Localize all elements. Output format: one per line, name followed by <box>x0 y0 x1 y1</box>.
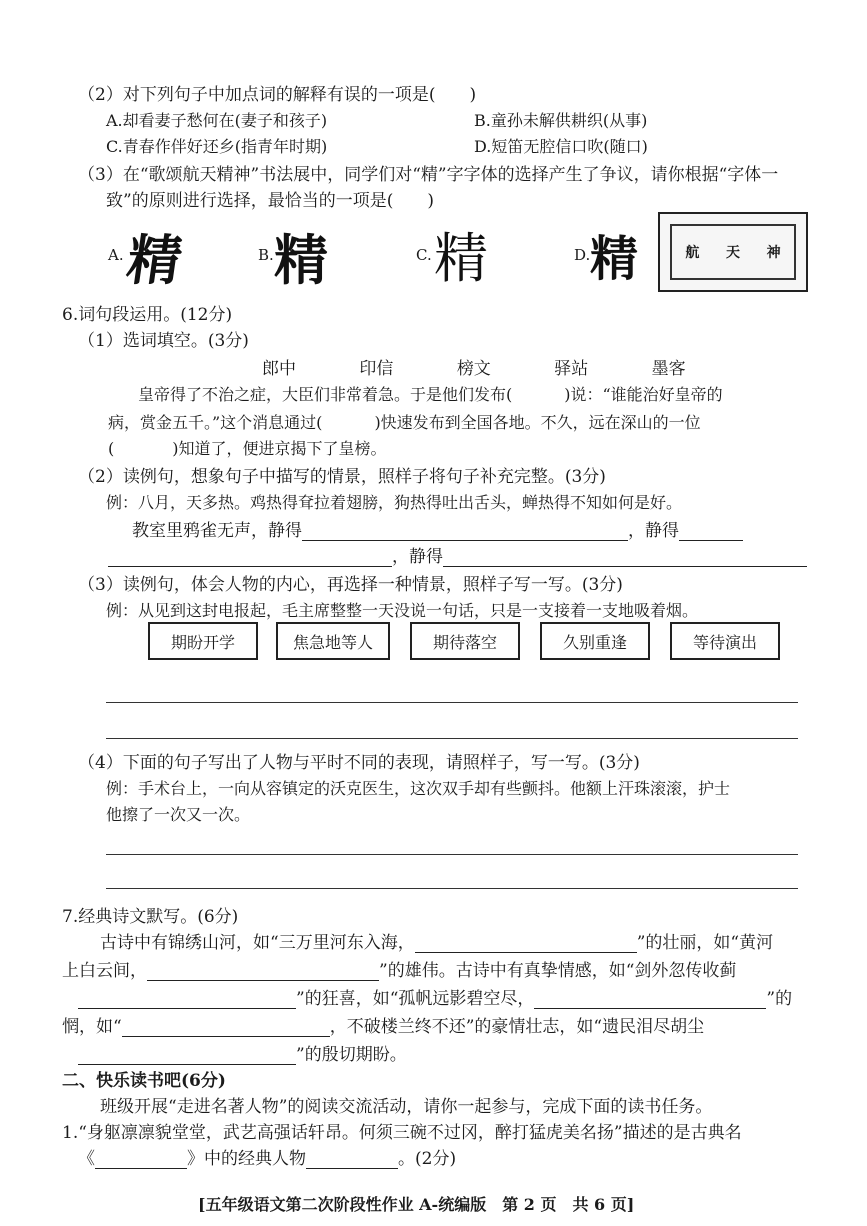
answer-blank[interactable] <box>534 990 766 1009</box>
answer-blank[interactable] <box>443 548 807 567</box>
q6-sub3-example: 例：从见到这封电报起，毛主席整整一天没说一句话，只是一支接着一支地吸着烟。 <box>106 601 699 620</box>
q6-sub1-line3: ( )知道了，便进京揭下了皇榜。 <box>108 439 387 458</box>
q6-sub4-title: （4）下面的句子写出了人物与平时不同的表现，请照样子，写一写。(3分) <box>78 753 640 773</box>
q6-sub2-fill2: ，静得 <box>108 542 807 567</box>
q6-sub4-example-line2: 他擦了一次又一次。 <box>106 805 251 824</box>
section2-intro: 班级开展“走进名著人物”的阅读交流活动，请你一起参与，完成下面的读书任务。 <box>100 1097 713 1117</box>
scenario-box[interactable]: 期待落空 <box>410 622 520 660</box>
answer-line[interactable] <box>106 738 798 739</box>
q7-title: 7.经典诗文默写。(6分) <box>62 907 239 927</box>
scroll-char-1: 航 <box>685 245 700 261</box>
word-bank <box>262 354 686 379</box>
q6-sub1-line2: 病，赏金五千。”这个消息通过( )快速发布到全国各地。不久，远在深山的一位 <box>108 413 701 432</box>
q5-sub3-line2: 致”的原则进行选择，最恰当的一项是( ) <box>106 191 434 211</box>
char-option-b-label: B. <box>258 246 274 264</box>
q7-line5: ”的殷切期盼。 <box>78 1040 407 1065</box>
answer-blank[interactable] <box>415 934 637 953</box>
answer-line[interactable] <box>106 888 798 889</box>
q6-sub4-example-line1: 例：手术台上，一向从容镇定的沃克医生，这次双手却有些颤抖。他额上汗珠滚滚，护士 <box>106 779 731 798</box>
char-option-d-label: D. <box>574 246 591 264</box>
option-c: C.青春作伴好还乡(指青年时期) <box>106 137 328 156</box>
q6-sub2-title: （2）读例句，想象句子中描写的情景，照样子将句子补充完整。(3分) <box>78 467 606 487</box>
q6-sub3-title: （3）读例句，体会人物的内心，再选择一种情景，照样子写一写。(3分) <box>78 575 623 595</box>
answer-blank[interactable] <box>108 548 392 567</box>
answer-blank[interactable] <box>95 1150 187 1169</box>
answer-blank[interactable] <box>78 1046 296 1065</box>
answer-blank[interactable] <box>679 522 743 541</box>
q5-sub2-question: （2）对下列句子中加点词的解释有误的一项是( ) <box>78 85 477 105</box>
page-footer: [五年级语文第二次阶段性作业 A-统编版 第 2 页 共 6 页] <box>198 1195 635 1214</box>
sec2-q1-line1: 1.“身躯凛凛貌堂堂，武艺高强话轩昂。何须三碗不过冈，醉打猛虎美名扬”描述的是古典名 <box>62 1123 742 1143</box>
char-option-c-label: C. <box>416 246 432 264</box>
q7-line4: 惘，如“ ，不破楼兰终不还”的豪情壮志，如“遗民泪尽胡尘 <box>62 1017 705 1037</box>
word-bank-item: 印信 <box>359 359 394 379</box>
answer-blank[interactable] <box>122 1018 330 1037</box>
option-d: D.短笛无腔信口吹(随口) <box>474 137 648 156</box>
scenario-box[interactable]: 焦急地等人 <box>276 622 390 660</box>
word-bank-item: 郎中 <box>262 359 296 379</box>
answer-line[interactable] <box>106 854 798 855</box>
q6-sub1-title: （1）选词填空。(3分) <box>78 331 249 351</box>
option-a: A.却看妻子愁何在(妻子和孩子) <box>106 111 328 130</box>
calligraphy-scroll-image <box>658 212 808 292</box>
answer-line[interactable] <box>106 702 798 703</box>
char-option-d: 精 <box>590 231 639 287</box>
q6-sub2-fill1: 教室里鸦雀无声，静得 ，静得 <box>132 516 743 541</box>
scroll-char-3: 神 <box>766 245 781 261</box>
char-option-c: 精 <box>434 227 488 290</box>
q6-title: 6.词句段运用。(12分) <box>62 305 233 325</box>
answer-blank[interactable] <box>306 1150 398 1169</box>
option-b: B.童孙未解供耕织(从事) <box>474 111 648 130</box>
answer-blank[interactable] <box>302 522 628 541</box>
char-option-b: 精 <box>274 229 328 292</box>
word-bank-item: 驿站 <box>554 359 589 379</box>
q5-sub3-line1: （3）在“歌颂航天精神”书法展中，同学们对“精”字字体的选择产生了争议，请你根据“字体一 <box>78 165 779 185</box>
sec2-q1-line2: 《 》中的经典人物 。(2分) <box>78 1149 457 1169</box>
char-option-a-label: A. <box>108 246 124 264</box>
scenario-box[interactable]: 等待演出 <box>670 622 780 660</box>
q6-sub1-line1: 皇帝得了不治之症，大臣们非常着急。于是他们发布( )说：“谁能治好皇帝的 <box>138 385 723 404</box>
scroll-char-2: 天 <box>725 245 740 261</box>
char-option-a: 精 <box>123 228 187 292</box>
scenario-box[interactable]: 期盼开学 <box>148 622 258 660</box>
word-bank-item: 墨客 <box>651 359 686 379</box>
q6-sub2-example: 例：八月，天多热。鸡热得耷拉着翅膀，狗热得吐出舌头，蝉热得不知如何是好。 <box>106 493 683 512</box>
scenario-box[interactable]: 久别重逢 <box>540 622 650 660</box>
answer-blank[interactable] <box>78 990 296 1009</box>
word-bank-item: 榜文 <box>456 359 491 379</box>
answer-blank[interactable] <box>147 962 379 981</box>
q7-line1: 古诗中有锦绣山河，如“三万里河东入海， ”的壮丽，如“黄河 <box>100 933 774 953</box>
section2-title: 二、快乐读书吧(6分) <box>62 1071 226 1091</box>
q7-line3: ”的狂喜，如“孤帆远影碧空尽， ”的 <box>78 984 792 1009</box>
q7-line2: 上白云间， ”的雄伟。古诗中有真挚情感，如“剑外忽传收蓟 <box>62 961 737 981</box>
